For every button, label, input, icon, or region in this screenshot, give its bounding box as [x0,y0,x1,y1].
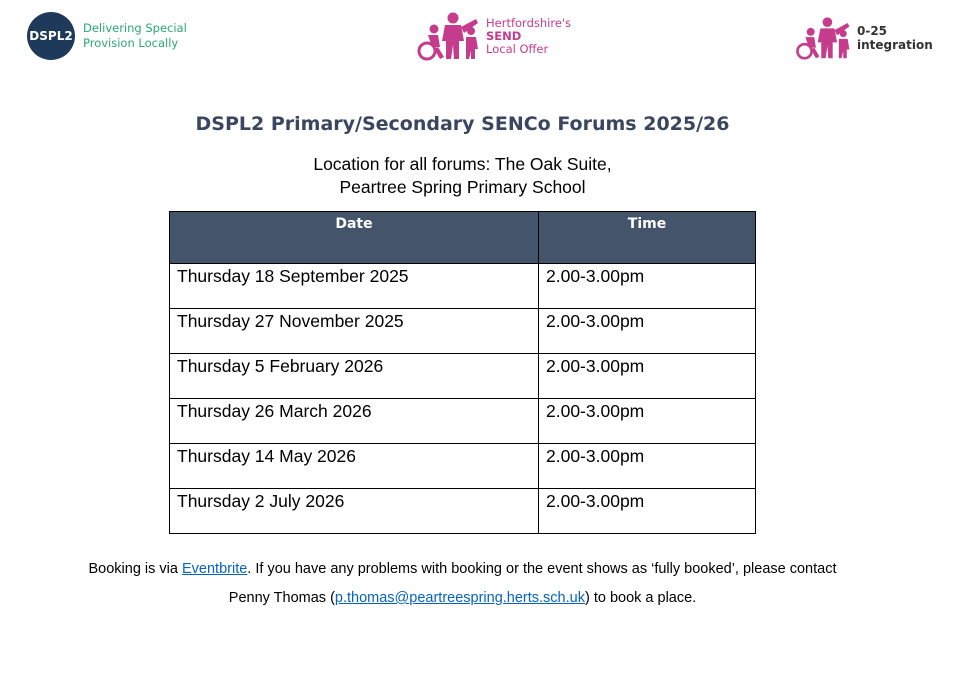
table-row [170,309,756,354]
time-cell: 2.00-3.00pm [539,354,756,399]
booking-suffix: . If you have any problems with booking or the event shows as ‘fully booked’, please contact [247,561,837,577]
integration-logo [793,16,933,60]
send-logo-line1: Hertfordshire's [486,15,572,30]
contact-email-link[interactable]: p.thomas@peartreespring.herts.sch.uk [334,590,585,606]
family-figures-icon [414,11,482,61]
booking-info [0,560,925,578]
send-logo-line2: SEND [486,28,522,43]
dspl-tagline-line2: Provision Locally [83,36,179,50]
date-cell: Thursday 14 May 2026 [170,444,539,489]
family-figures-icon [793,16,853,60]
send-local-offer-logo [414,11,571,61]
date-cell: Thursday 27 November 2025 [170,309,539,354]
table-row [170,489,756,534]
integration-logo-text [857,24,933,52]
integration-logo-line1: 0-25 [857,24,888,38]
dspl-tagline-line1: Delivering Special [83,21,187,35]
contact-suffix: ) to book a place. [584,590,697,606]
table-row [170,264,756,309]
date-cell: Thursday 18 September 2025 [170,264,539,309]
location-line1: Location for all forums: The Oak Suite, [313,154,612,174]
time-cell: 2.00-3.00pm [539,264,756,309]
table-row [170,354,756,399]
date-cell: Thursday 5 February 2026 [170,354,539,399]
eventbrite-link[interactable]: Eventbrite [182,561,248,577]
time-cell: 2.00-3.00pm [539,489,756,534]
booking-prefix: Booking is via [88,561,182,577]
contact-prefix: Penny Thomas ( [228,590,335,606]
forum-schedule-table [169,211,756,534]
date-cell: Thursday 26 March 2026 [170,399,539,444]
booking-contact [0,589,925,607]
page-title: DSPL2 Primary/Secondary SENCo Forums 2025/26 [195,113,730,135]
send-logo-line3: Local Offer [486,41,549,56]
integration-logo-line2: integration [857,38,933,52]
date-cell: Thursday 2 July 2026 [170,489,539,534]
time-cell: 2.00-3.00pm [539,309,756,354]
table-header-row [170,212,756,264]
header [0,0,965,80]
time-cell: 2.00-3.00pm [539,399,756,444]
location-info [0,153,925,199]
dspl-tagline [83,21,187,51]
send-logo-text [486,17,571,56]
table-header-time: Time [539,212,756,264]
dspl-logo-circle: DSPL2 [27,12,75,60]
table-header-date: Date [170,212,539,264]
time-cell: 2.00-3.00pm [539,444,756,489]
table-row [170,399,756,444]
dspl-logo [27,12,187,60]
table-row [170,444,756,489]
location-line2: Peartree Spring Primary School [339,177,586,197]
